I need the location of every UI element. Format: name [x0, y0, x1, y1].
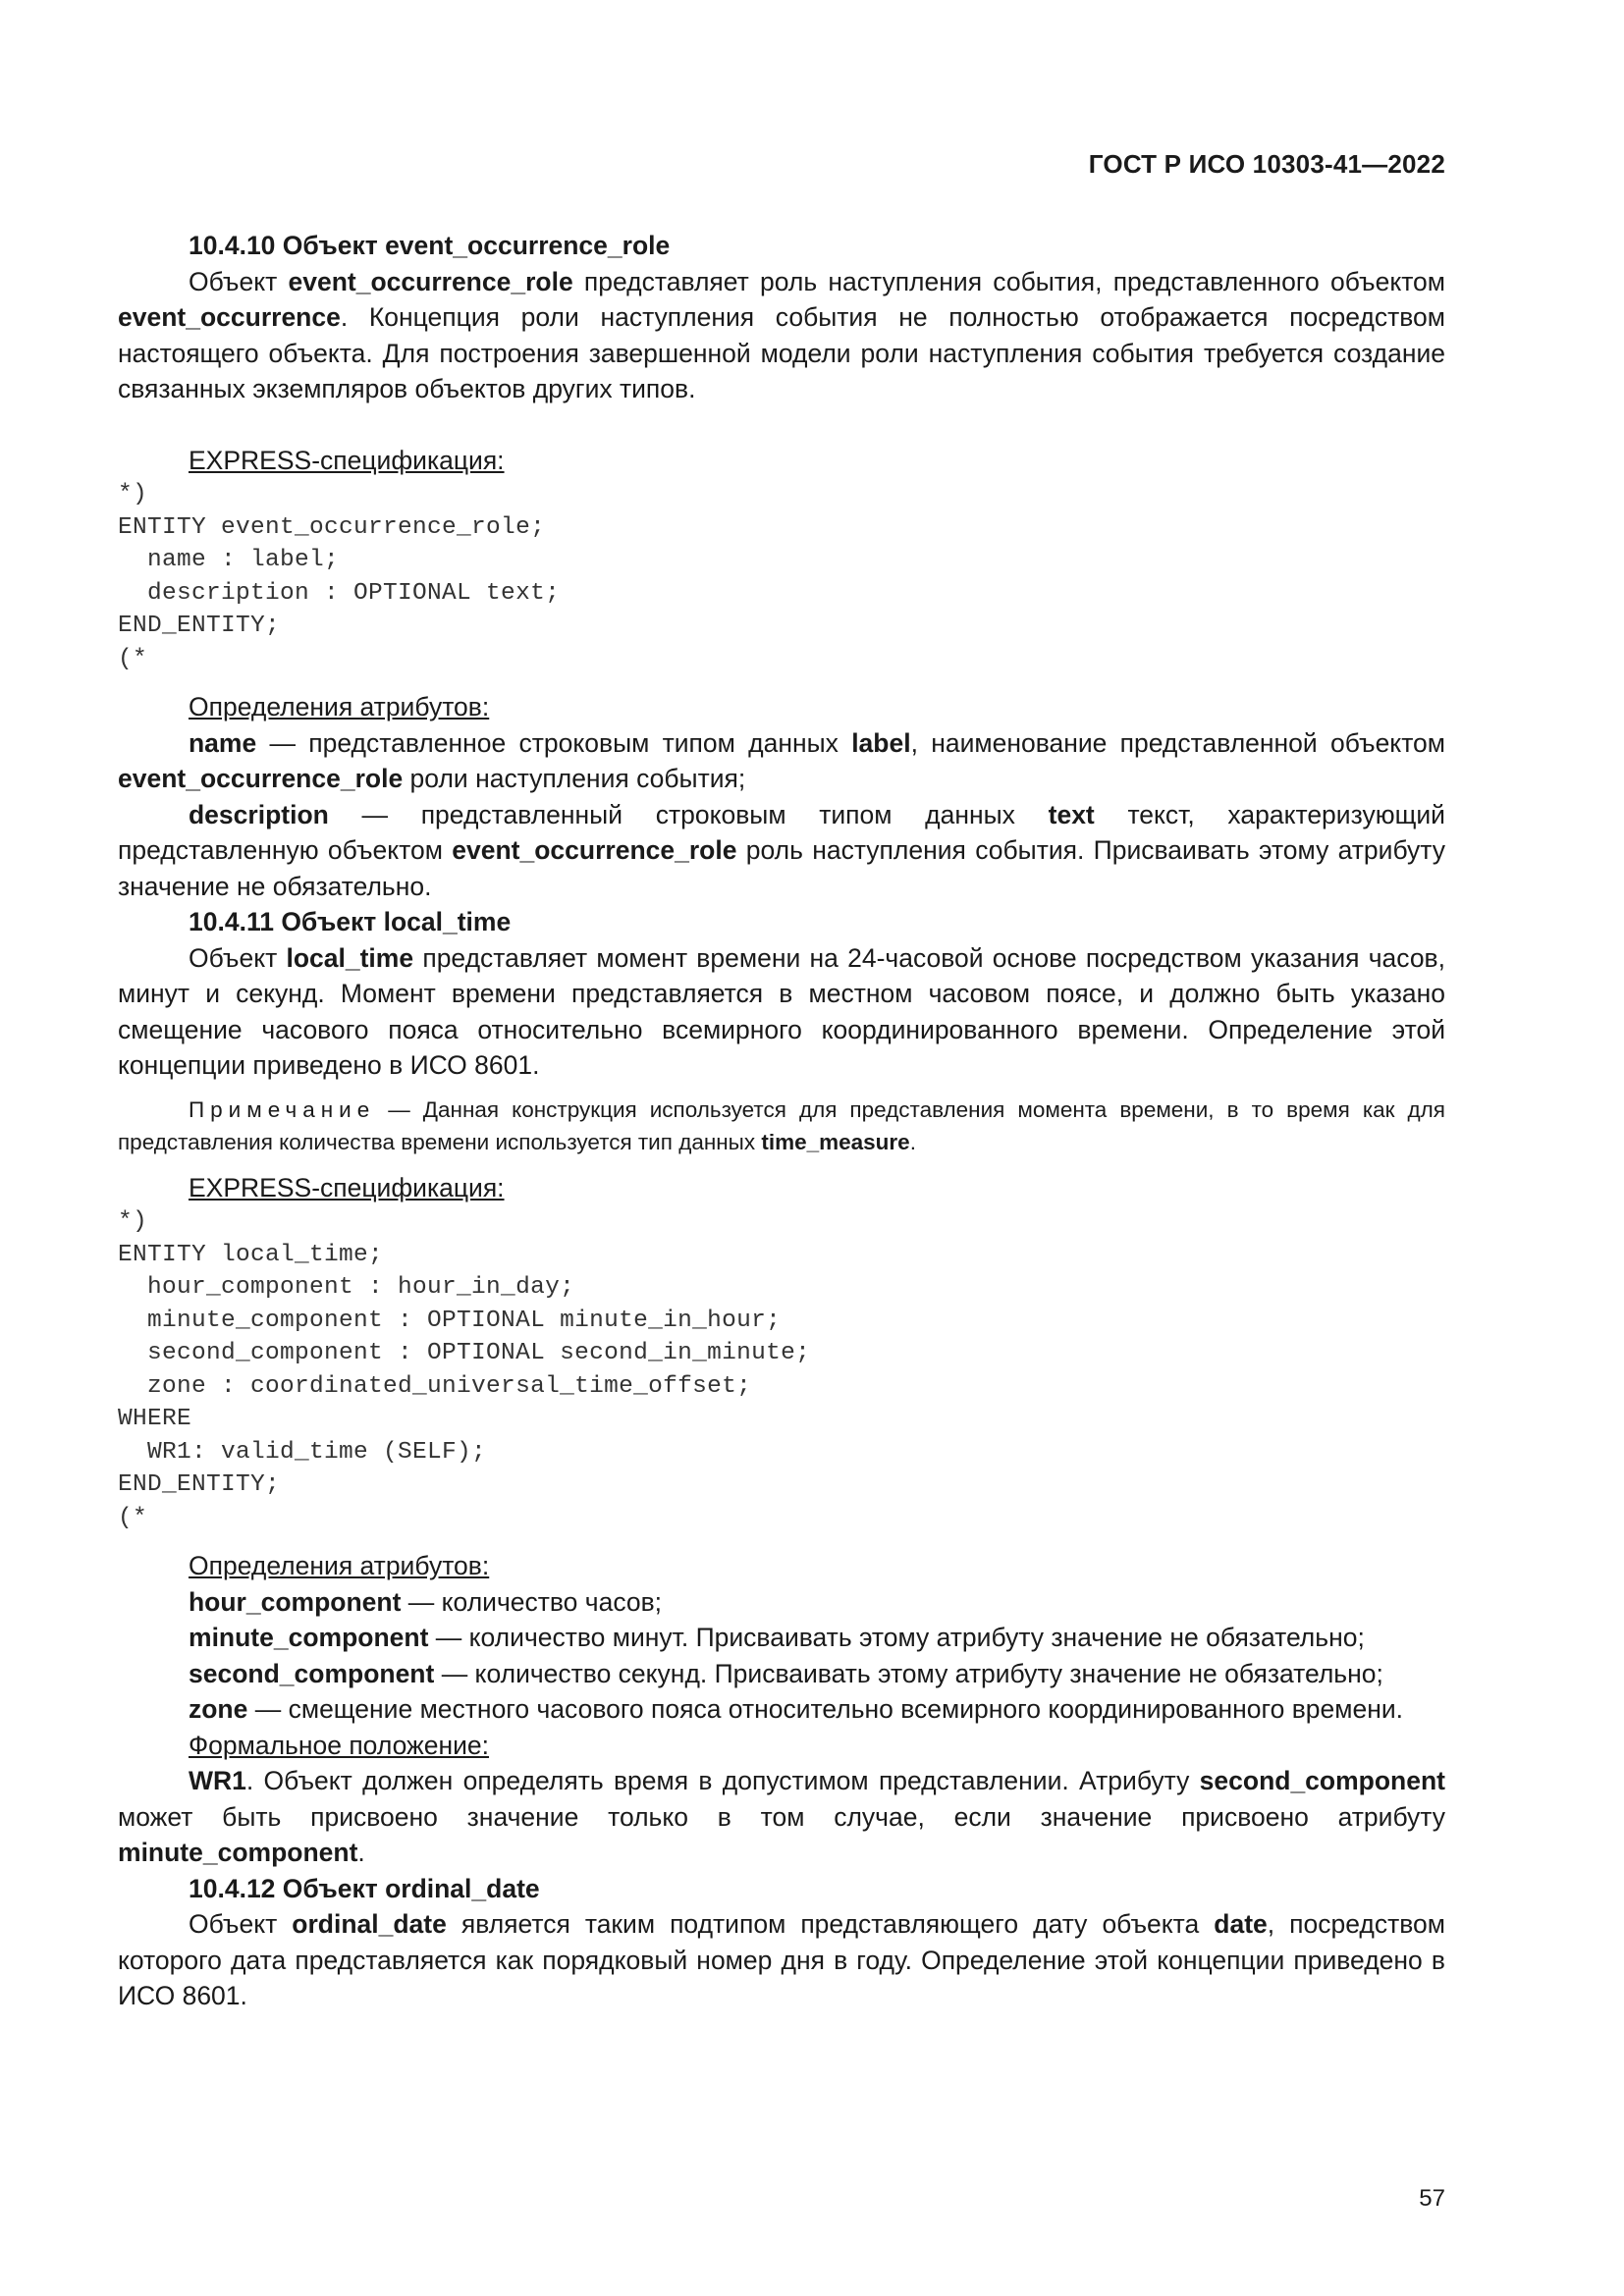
- attribute-definition: zone — смещение местного часового пояса относительно всемирного координированного времени.: [189, 1694, 1404, 1724]
- attribute-definition: description — представленный строковым типом данных text текст, характеризующий представленную объектом event_occurrence_role роль наступления события. Присваивать этому атрибуту значение не обязательно.: [118, 799, 1445, 901]
- express-code: *) ENTITY local_time; hour_component : hour_in_day; minute_component : OPTIONAL minute_in_hour; second_component : OPTIONAL second_in_minute; zone : coordinated_universal_time_offset; WHERE WR1: valid_time (SELF); END_ENTITY; (*: [118, 1208, 811, 1531]
- rule-definition: WR1. Объект должен определять время в допустимом представлении. Атрибуту second_component может быть присвоено значение только в том случае, если значение присвоено атрибуту minute_component.: [118, 1766, 1445, 1867]
- paragraph: Объект local_time представляет момент времени на 24-часовой основе посредством указания часов, минут и секунд. Момент времени представляется в местном часовом поясе, и должно быть указано смещение часового пояса относительно всемирного координированного времени. Определение этой концепции приведено в ИСО 8601.: [118, 942, 1445, 1080]
- section-heading: 10.4.11 Объект local_time: [189, 907, 512, 936]
- attribute-definition: second_component — количество секунд. Присваивать этому атрибуту значение не обязательно;: [189, 1658, 1383, 1688]
- document-header: ГОСТ Р ИСО 10303-41—2022: [1088, 149, 1445, 179]
- document-page: [118, 0, 1445, 2296]
- attributes-label: Определения атрибутов:: [189, 692, 490, 721]
- attribute-definition: name — представленное строковым типом данных label, наименование представленной объектом event_occurrence_role роли наступления события;: [118, 727, 1445, 793]
- paragraph: Объект event_occurrence_role представляет роль наступления события, представленного объектом event_occurrence. Концепция роли наступления события не полностью отображается посредством настоящего объекта. Для построения завершенной модели роли наступления события требуется создание связанных экземпляров объектов других типов.: [118, 266, 1446, 403]
- note: Примечание — Данная конструкция используется для представления момента времени, в то время как для представления количества времени используется тип данных time_measure.: [118, 1096, 1445, 1154]
- formal-label: Формальное положение:: [189, 1730, 490, 1760]
- express-label: EXPRESS-спецификация:: [189, 1172, 505, 1202]
- page-number: 57: [1419, 2185, 1445, 2212]
- attribute-definition: minute_component — количество минут. Присваивать этому атрибуту значение не обязательно;: [189, 1623, 1365, 1652]
- express-label: EXPRESS-спецификация:: [189, 445, 505, 475]
- section-heading: 10.4.10 Объект event_occurrence_role: [189, 231, 671, 260]
- attribute-definition: hour_component — количество часов;: [189, 1586, 663, 1617]
- section-heading: 10.4.12 Объект ordinal_date: [189, 1873, 540, 1903]
- document-body: [118, 228, 1445, 2014]
- paragraph: Объект ordinal_date является таким подтипом представляющего дату объекта date, посредством которого дата представляется как порядковый номер дня в году. Определение этой концепции приведено в ИСО 8601.: [118, 1909, 1445, 2010]
- express-code: *) ENTITY event_occurrence_role; name : label; description : OPTIONAL text; END_ENTITY; (*: [118, 481, 561, 672]
- attributes-label: Определения атрибутов:: [189, 1551, 490, 1580]
